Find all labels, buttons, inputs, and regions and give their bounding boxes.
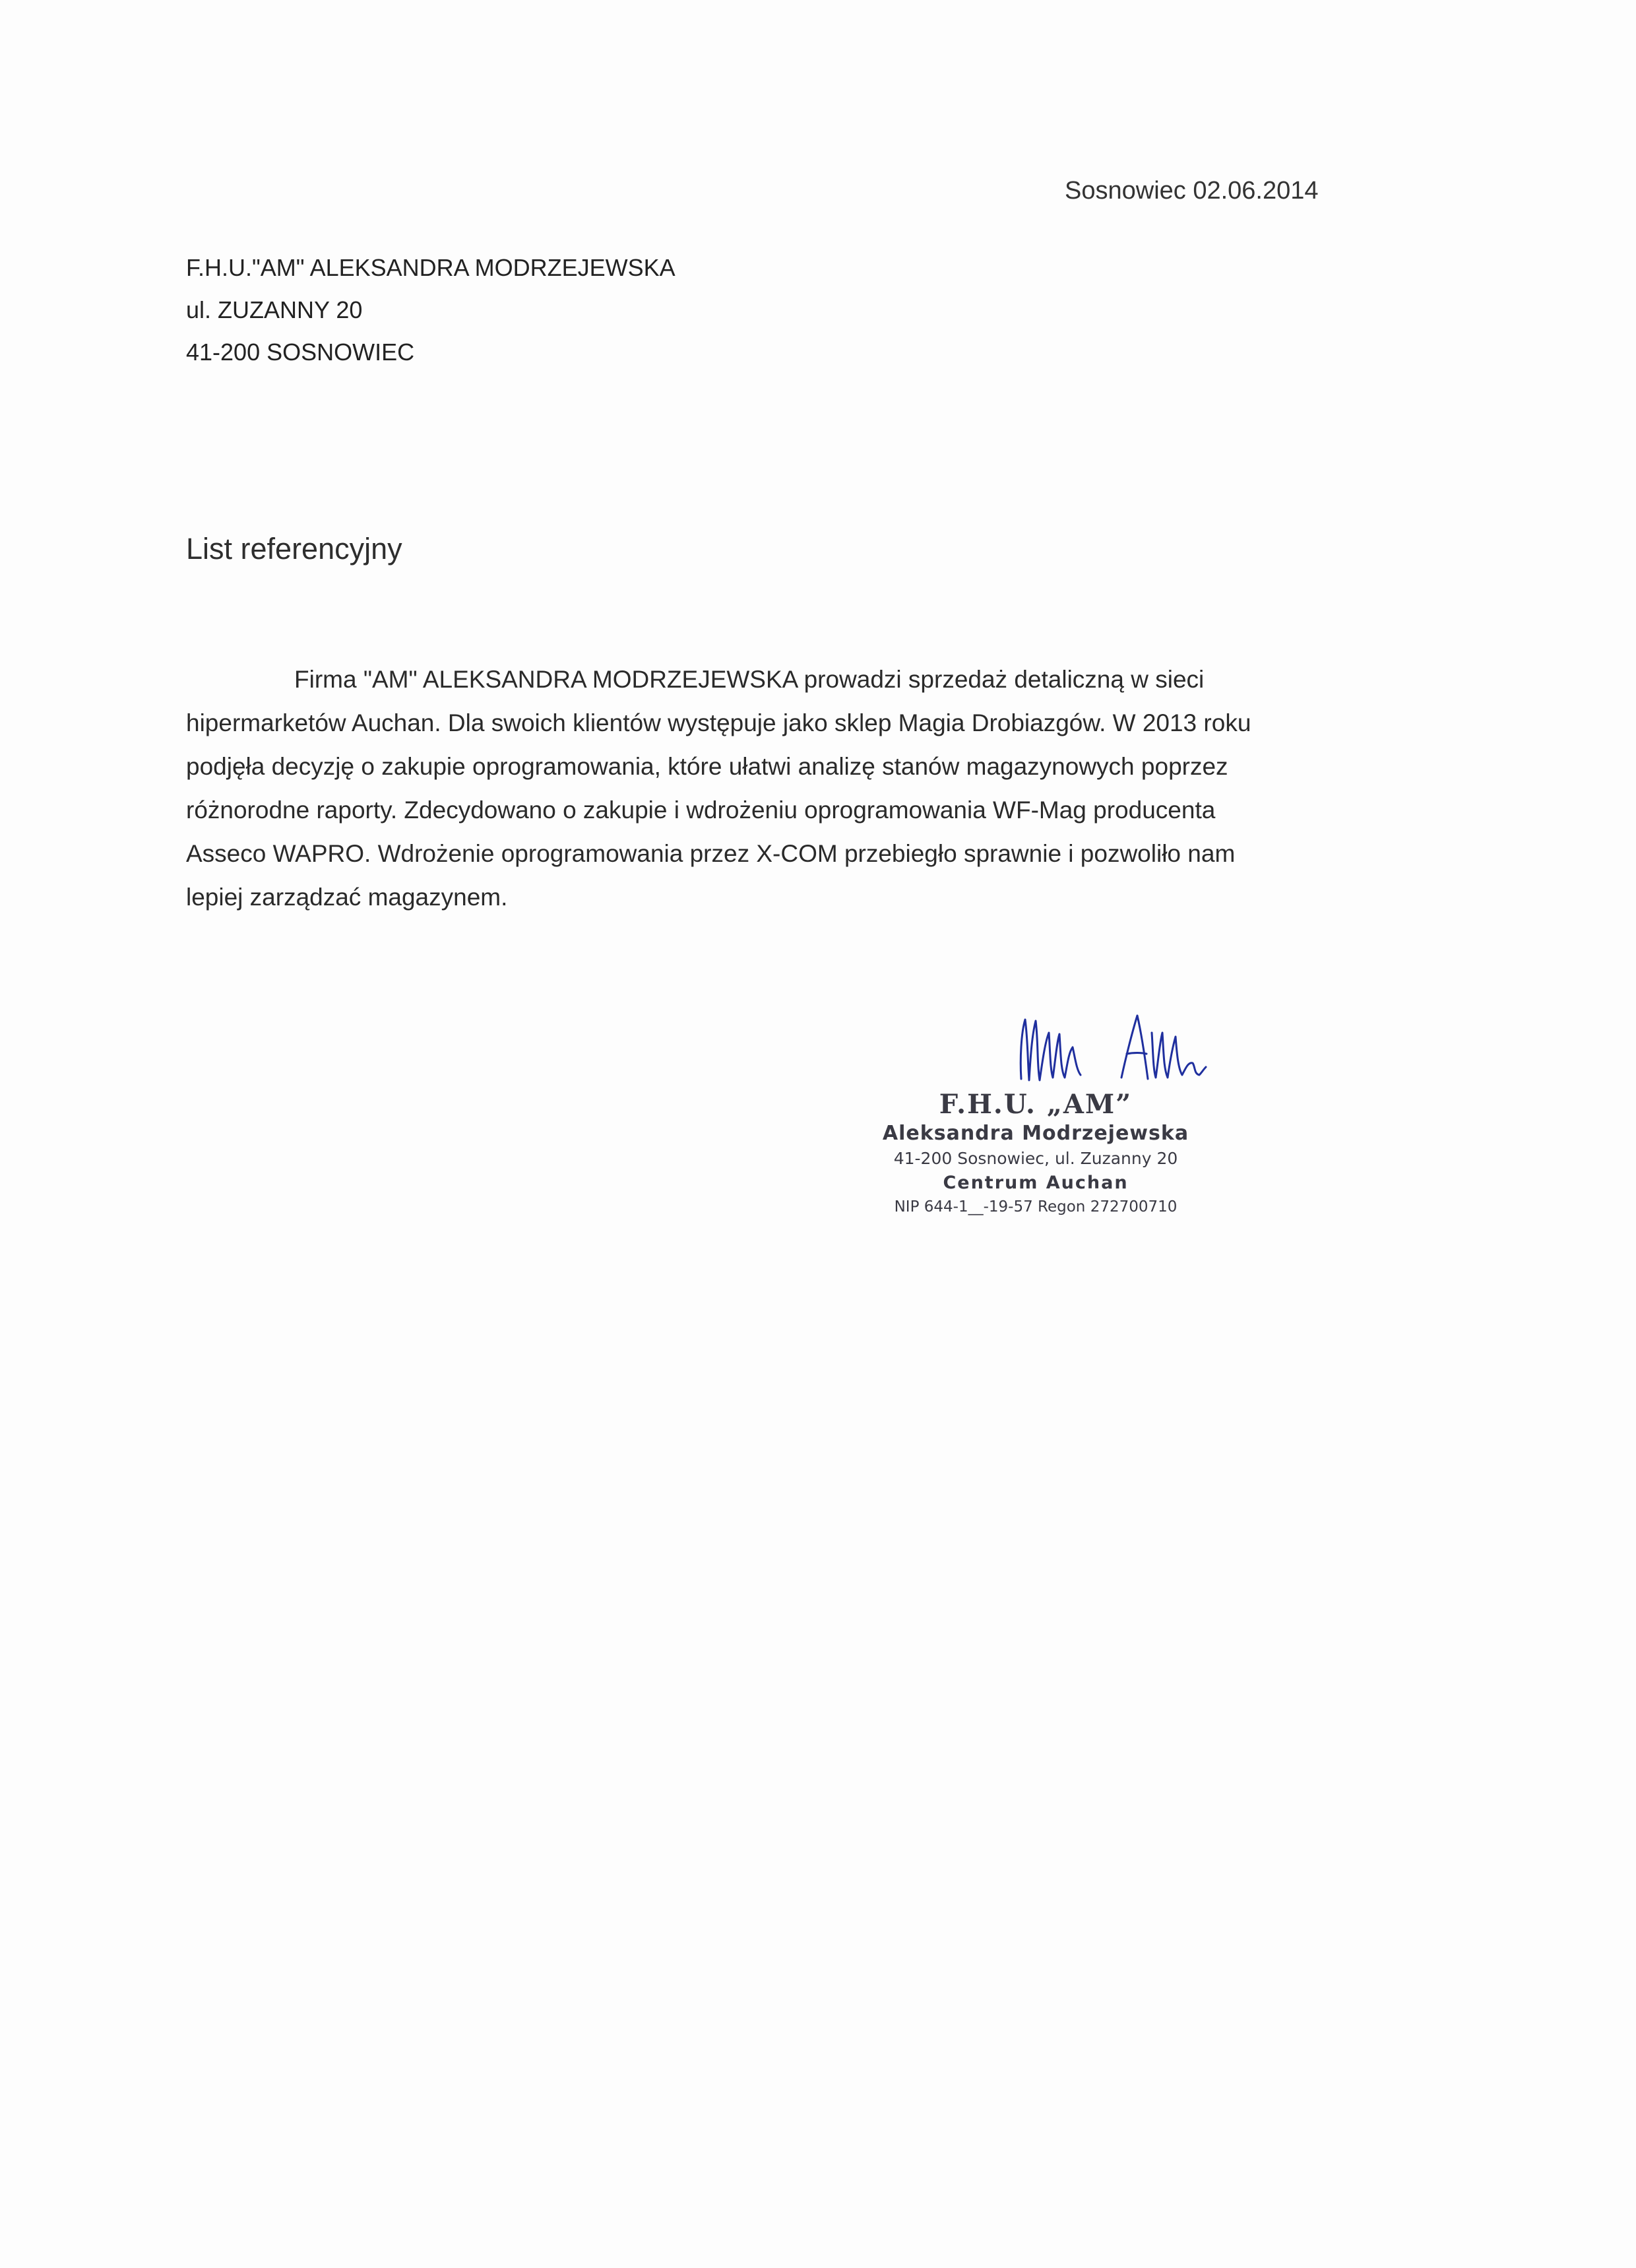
body-line: Firma "AM" ALEKSANDRA MODRZEJEWSKA prowadzi sprzedaż detaliczną w sieci (294, 666, 1205, 693)
body-line: lepiej zarządzać magazynem. (186, 884, 508, 911)
stamp-line-address: 41-200 Sosnowiec, ul. Zuzanny 20 (893, 1149, 1178, 1168)
stamp-line-owner: Aleksandra Modrzejewska (882, 1122, 1189, 1145)
stamp-line-location: Centrum Auchan (943, 1173, 1129, 1193)
sender-company: F.H.U."AM" ALEKSANDRA MODRZEJEWSKA (186, 254, 676, 281)
body-line: różnorodne raporty. Zdecydowano o zakupie i wdrożeniu oprogramowania WF-Mag producenta (186, 796, 1216, 824)
sender-city: 41-200 SOSNOWIEC (186, 339, 415, 366)
sender-street: ul. ZUZANNY 20 (186, 296, 363, 323)
company-stamp (851, 1089, 1220, 1218)
body-line: podjęła decyzję o zakupie oprogramowania, które ułatwi analizę stanów magazynowych poprzez (186, 753, 1228, 780)
letter-title: List referencyjny (186, 532, 402, 566)
body-line: Asseco WAPRO. Wdrożenie oprogramowania przez X-COM przebiegło sprawnie i pozwoliło nam (186, 840, 1236, 867)
place-date: Sosnowiec 02.06.2014 (1065, 177, 1319, 205)
sender-address (186, 247, 676, 373)
stamp-line-nip-regon: NIP 644-1__-19-57 Regon 272700710 (894, 1198, 1178, 1215)
letter-body (186, 658, 1439, 919)
body-line: hipermarketów Auchan. Dla swoich klientów występuje jako sklep Magia Drobiazgów. W 2013 roku (186, 709, 1251, 736)
handwritten-signature (1016, 1006, 1227, 1092)
stamp-line-company: F.H.U. „AM” (939, 1089, 1133, 1120)
